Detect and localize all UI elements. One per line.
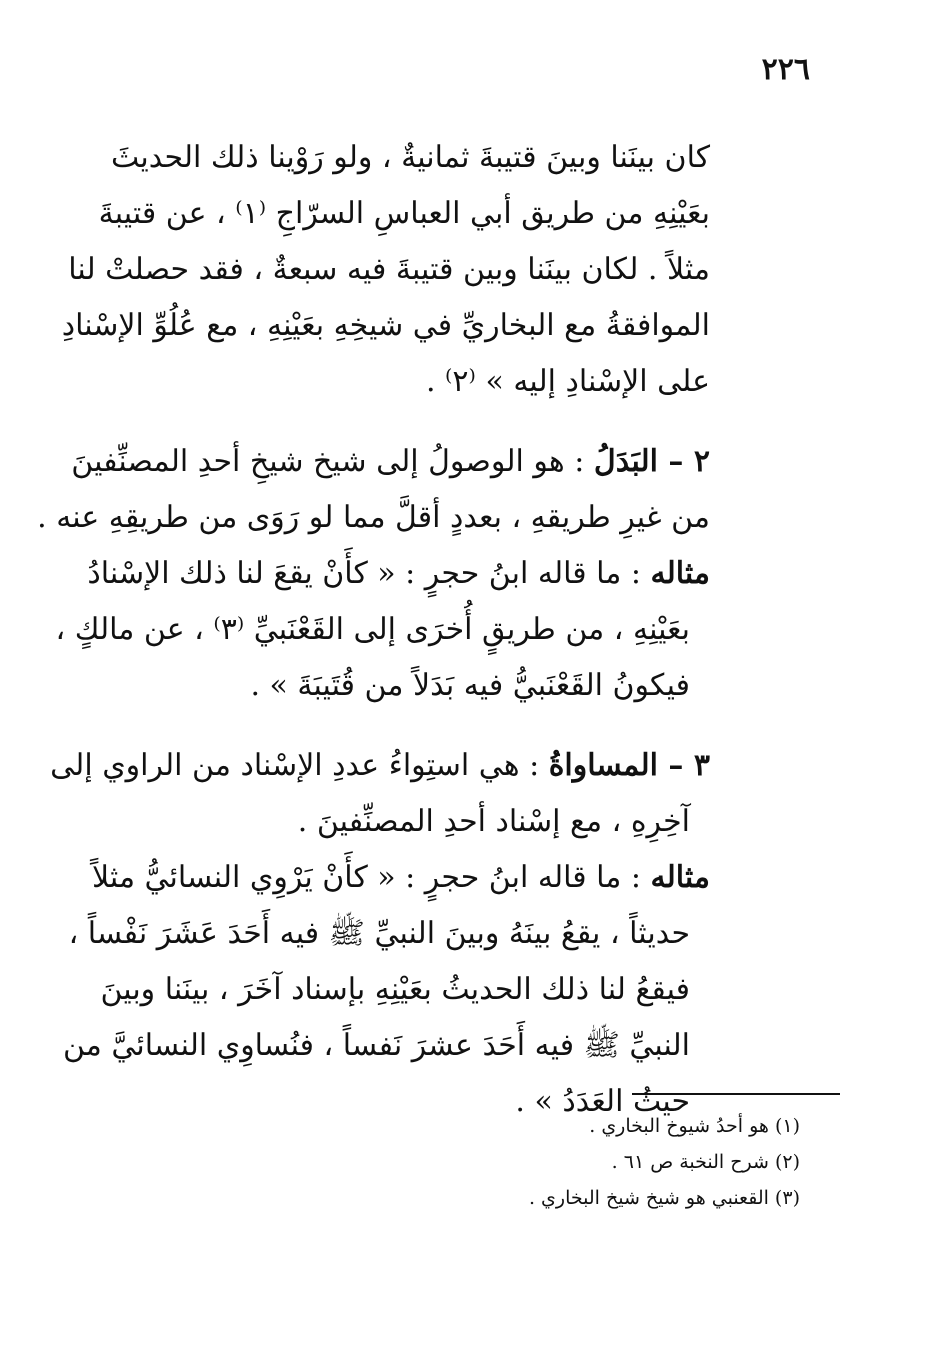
- text-line: فيكونُ القَعْنَبيُّ فيه بَدَلاً من قُتَيبَةَ » .: [250, 668, 690, 703]
- text-line: على الإسْنادِ إليه » ⁽٢⁾ .: [425, 364, 710, 399]
- text-line: بعَيْنِهِ ، من طريقٍ أُخرَى إلى القَعْنَبيِّ ⁽٣⁾ ، عن مالكٍ ،: [55, 612, 690, 647]
- section-2-example-line: [87, 546, 710, 602]
- text-line: مثلاً . لكان بينَنا وبين قتيبةَ فيه سبعةٌ ، فقد حصلتْ لنا: [68, 252, 710, 287]
- text-line: كان بينَنا وبينَ قتيبةَ ثمانيةٌ ، ولو رَوْينا ذلك الحديثَ: [110, 140, 710, 175]
- section-3-definition: : هي استِواءُ عددِ الإسْناد من الراوي إلى: [50, 748, 549, 783]
- text-line: حيثُ العَدَدُ » .: [515, 1084, 690, 1119]
- text-line: فيقعُ لنا ذلك الحديثُ بعَيْنِهِ بإسناد آخَرَ ، بينَنا وبينَ: [100, 972, 690, 1007]
- footnote-2: (٢) شرح النخبة ص ٦١ .: [611, 1151, 800, 1173]
- text-line: آخِرِهِ ، مع إسْناد أحدِ المصنِّفينَ .: [297, 804, 690, 839]
- footnote-divider: [632, 1093, 840, 1095]
- main-text: [37, 130, 710, 1130]
- section-3-first-line: [50, 738, 710, 794]
- text-line: الموافقةُ مع البخاريِّ في شيخِهِ بعَيْنِهِ ، مع عُلُوِّ الإسْنادِ: [61, 308, 710, 343]
- section-2-first-line: [71, 434, 710, 490]
- section-2-heading: ٢ – البَدَلُ: [593, 444, 710, 479]
- text-line: من غيرِ طريقهِ ، بعددٍ أقلَّ مما لو رَوَى من طريقِهِ عنه .: [37, 500, 710, 535]
- text-line: النبيِّ ﷺ فيه أَحَدَ عشرَ نَفساً ، فنُساوِي النسائيَّ من: [62, 1028, 690, 1063]
- example-label: مثاله: [650, 860, 710, 895]
- example-label: مثاله: [650, 556, 710, 591]
- text-line: بعَيْنِهِ من طريق أبي العباسِ السرّاجِ ⁽١⁾ ، عن قتيبةَ: [98, 196, 710, 231]
- text-line: حديثاً ، يقعُ بينَهُ وبينَ النبيِّ ﷺ فيه أَحَدَ عَشَرَ نَفْساً ،: [68, 916, 690, 951]
- page-number: ٢٢٦: [761, 52, 810, 87]
- example-text: : ما قاله ابنُ حجرٍ : « كأَنْ يقعَ لنا ذلك الإسْنادُ: [87, 556, 651, 591]
- footnotes: [400, 1108, 800, 1216]
- example-text: : ما قاله ابنُ حجرٍ : « كأَنْ يَرْوِي النسائيُّ مثلاً: [91, 860, 651, 895]
- section-2-definition: : هو الوصولُ إلى شيخ شيخِ أحدِ المصنِّفينَ: [71, 444, 594, 479]
- footnote-1: (١) هو أحدُ شيوخ البخاري .: [589, 1115, 800, 1137]
- footnote-3: (٣) القعنبي هو شيخ شيخ البخاري .: [528, 1187, 800, 1209]
- section-3-example-line: [91, 850, 710, 906]
- section-3-heading: ٣ – المساواةُ: [548, 748, 710, 783]
